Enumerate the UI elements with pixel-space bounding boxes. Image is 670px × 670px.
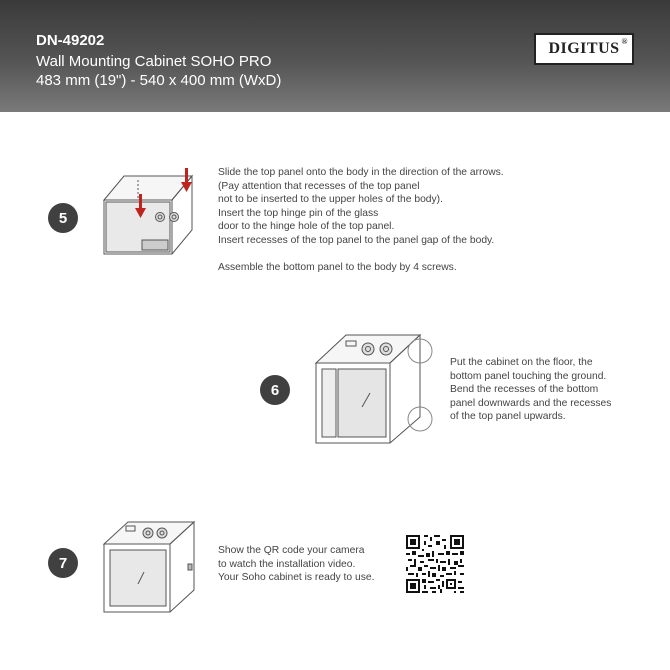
cabinet-top-panel-illustration <box>98 160 202 266</box>
step-5-line <box>218 247 504 261</box>
step-7-badge: 7 <box>48 548 78 578</box>
step-5-line: Assemble the bottom panel to the body by 4 screws. <box>218 261 457 273</box>
step-6-badge: 6 <box>260 375 290 405</box>
step-5-badge: 5 <box>48 203 78 233</box>
step-6-instructions <box>450 356 611 424</box>
step-6-line: panel downwards and the recesses <box>450 397 612 409</box>
step-5-instructions <box>218 166 504 274</box>
step-6-line: bottom panel touching the ground. <box>450 370 607 382</box>
step-7-line: Your Soho cabinet is ready to use. <box>218 572 375 583</box>
step-5-line: Insert the top hinge pin of the glass <box>218 207 379 219</box>
cabinet-finished-illustration <box>98 510 202 618</box>
cabinet-floor-illustration <box>310 323 436 455</box>
registered-mark: ® <box>621 37 628 46</box>
step-7-line: to watch the installation video. <box>218 558 356 570</box>
step-7-instructions <box>218 544 374 585</box>
step-5-line: (Pay attention that recesses of the top panel <box>218 180 420 192</box>
step-6-line: of the top panel upwards. <box>450 411 566 422</box>
step-7-line: Show the QR code your camera <box>218 545 365 556</box>
step-5-line: Insert recesses of the top panel to the panel gap of the body. <box>218 234 495 246</box>
step-6-line: Bend the recesses of the bottom <box>450 384 599 395</box>
header-banner <box>0 0 670 112</box>
product-title: Wall Mounting Cabinet SOHO PRO <box>36 53 272 70</box>
step-5-line: door to the hinge hole of the top panel. <box>218 221 395 232</box>
brand-name: DIGITUS <box>548 40 620 57</box>
digitus-logo <box>534 33 634 65</box>
product-dimensions: 483 mm (19") - 540 x 400 mm (WxD) <box>36 72 282 89</box>
step-5-line: not to be inserted to the upper holes of the body). <box>218 194 443 205</box>
step-6-line: Put the cabinet on the floor, the <box>450 357 593 368</box>
qr-code[interactable] <box>406 535 464 593</box>
step-5-line: Slide the top panel onto the body in the direction of the arrows. <box>218 167 504 178</box>
model-number: DN-49202 <box>36 32 105 49</box>
